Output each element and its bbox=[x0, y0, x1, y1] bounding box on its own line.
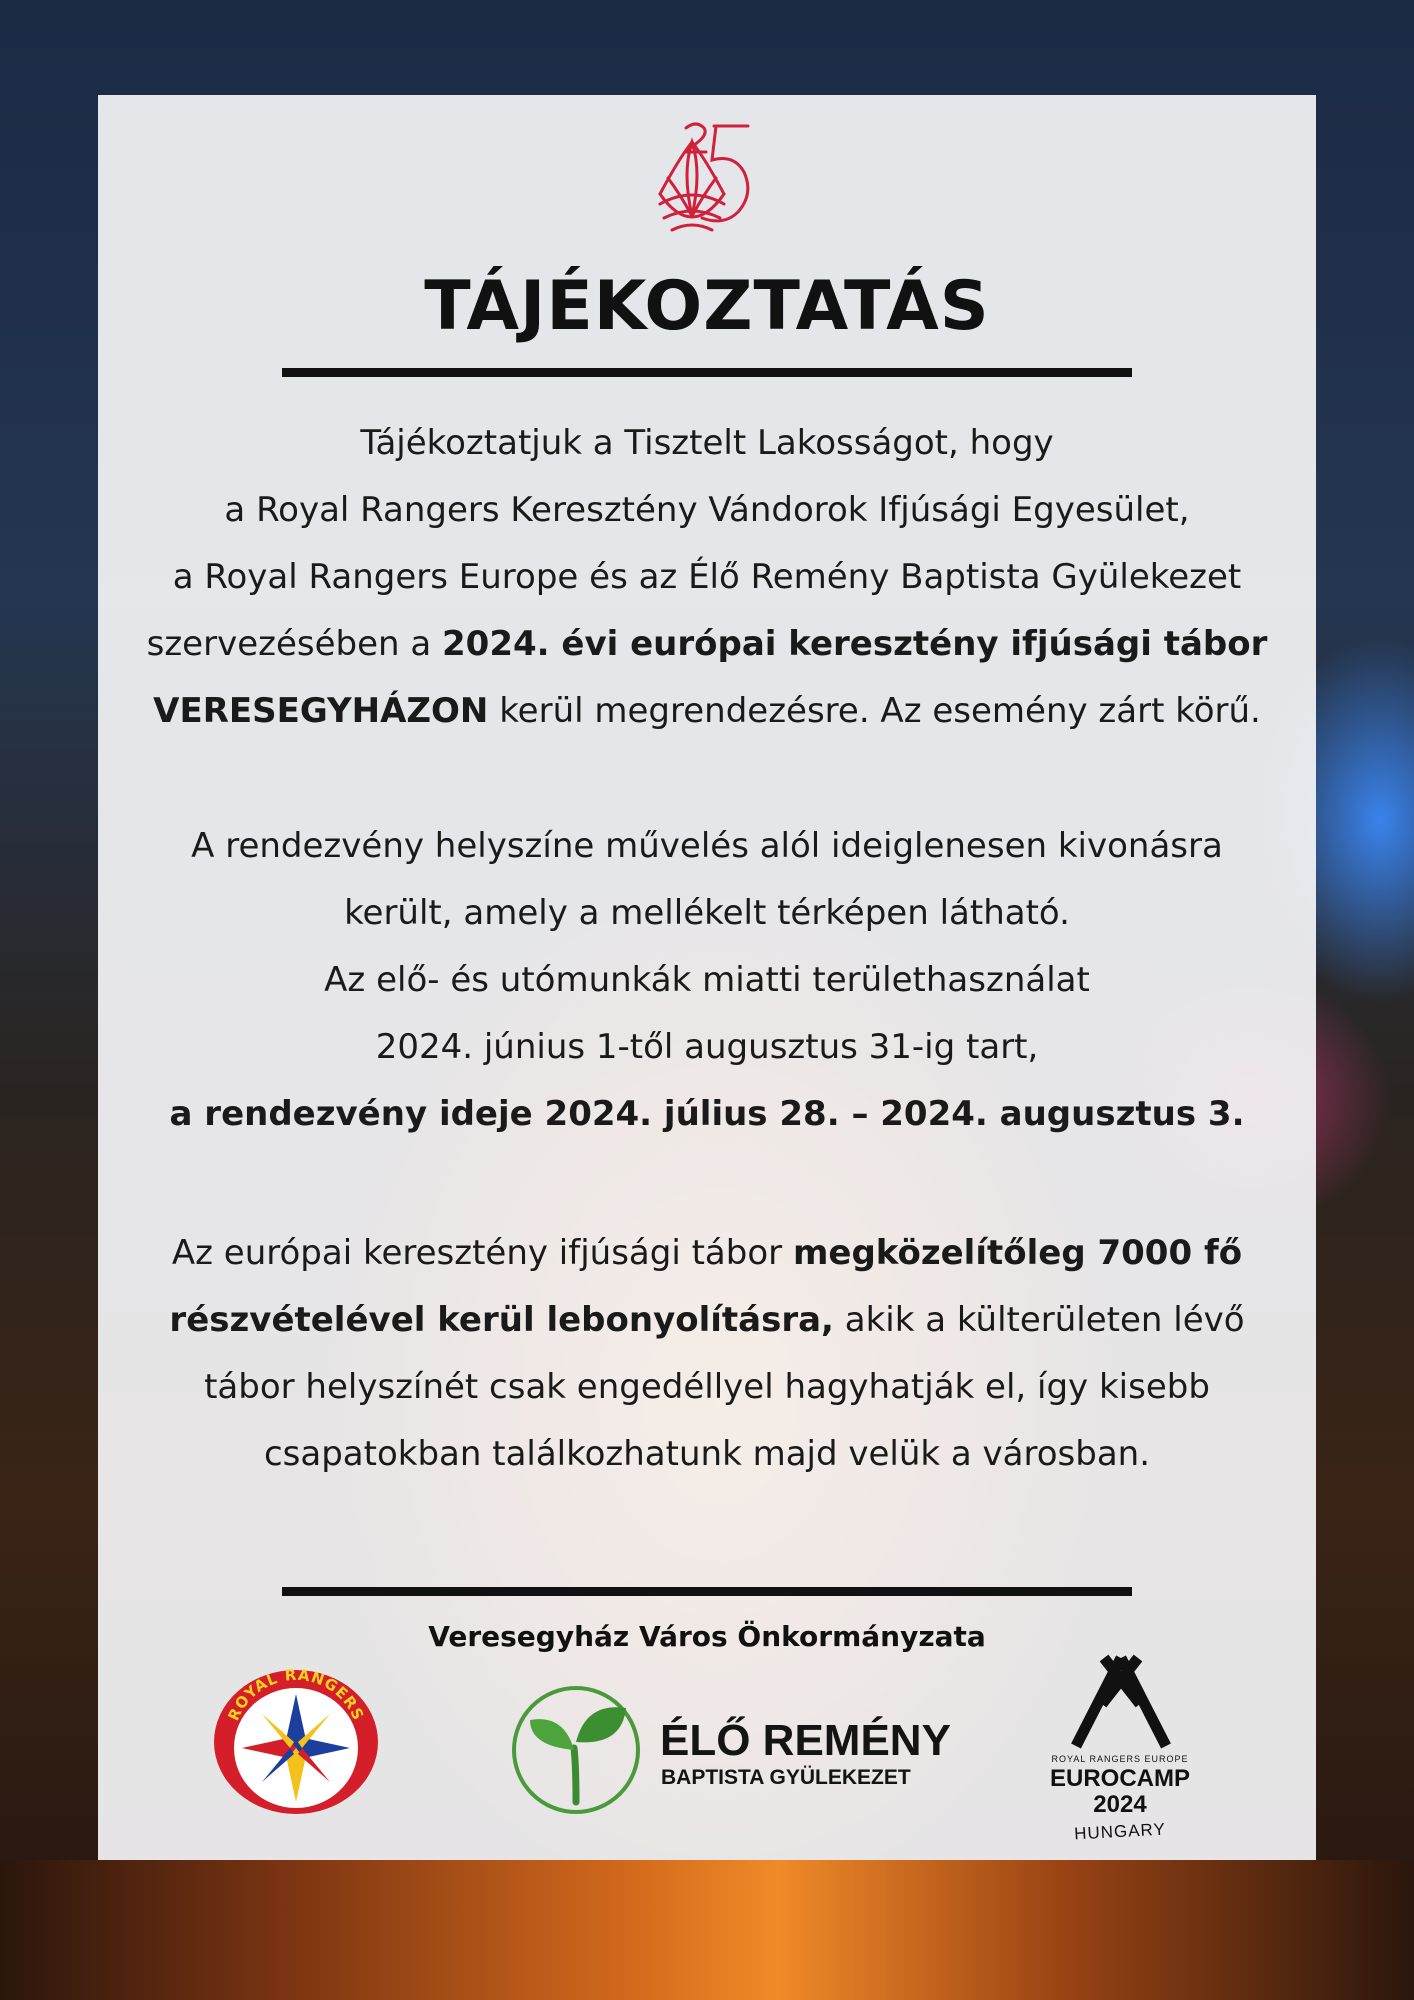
text-segment: Az európai keresztény ifjúsági tábor bbox=[171, 1233, 793, 1273]
bold-text-segment: 2024. évi európai keresztény ifjúsági tábor bbox=[442, 624, 1268, 664]
elo-remeny-leaf-icon bbox=[510, 1684, 642, 1816]
text-segment: került, amely a mellékelt térképen látható. bbox=[344, 893, 1070, 933]
text-line bbox=[120, 947, 1294, 1014]
text-line bbox=[120, 1287, 1294, 1354]
eurocamp-year: 2024 bbox=[1093, 1791, 1147, 1818]
svg-text:ROYAL RANGERS: ROYAL RANGERS bbox=[224, 1668, 368, 1724]
footer-divider bbox=[282, 1587, 1132, 1596]
text-segment: a Royal Rangers Europe és az Élő Remény Baptista Gyülekezet bbox=[172, 557, 1242, 597]
elo-remeny-subtitle: BAPTISTA GYÜLEKEZET bbox=[661, 1766, 911, 1789]
bold-text-segment: részvételével kerül lebonyolításra, bbox=[169, 1300, 834, 1340]
text-segment: kerül megrendezésre. Az esemény zárt körű. bbox=[488, 691, 1261, 731]
text-segment: A rendezvény helyszíne művelés alól ideiglenesen kivonásra bbox=[191, 826, 1223, 866]
background-fire bbox=[0, 1860, 1414, 2000]
bold-text-segment: megközelítőleg 7000 fő bbox=[792, 1233, 1243, 1273]
text-segment: 2024. június 1-től augusztus 31-ig tart, bbox=[375, 1027, 1039, 1067]
elo-remeny-title: ÉLŐ REMÉNY bbox=[660, 1716, 951, 1765]
text-line bbox=[120, 477, 1294, 544]
organizer-name: Veresegyház Város Önkormányzata bbox=[428, 1620, 986, 1653]
paragraph-organizers bbox=[120, 410, 1294, 745]
text-line bbox=[120, 880, 1294, 947]
title-divider bbox=[282, 368, 1132, 377]
paragraph-participants bbox=[120, 1220, 1294, 1488]
bold-text-segment: VERESEGYHÁZON bbox=[153, 691, 489, 731]
text-segment: Tájékoztatjuk a Tisztelt Lakosságot, hogy bbox=[360, 423, 1054, 463]
text-line bbox=[120, 611, 1294, 678]
text-line bbox=[120, 678, 1294, 745]
anniversary-25-emblem bbox=[650, 118, 764, 248]
page-title: TÁJÉKOZTATÁS bbox=[424, 267, 990, 346]
text-line bbox=[120, 813, 1294, 880]
text-segment: akik a külterületen lévő bbox=[833, 1300, 1245, 1340]
text-segment: Az elő- és utómunkák miatti területhasználat bbox=[324, 960, 1090, 1000]
text-segment: csapatokban találkozhatunk majd velük a városban. bbox=[263, 1434, 1151, 1474]
eurocamp-tent-icon bbox=[1068, 1654, 1174, 1750]
eurocamp-name: EUROCAMP bbox=[1049, 1765, 1190, 1792]
text-line bbox=[120, 410, 1294, 477]
text-line bbox=[120, 1220, 1294, 1287]
royal-rangers-logo bbox=[212, 1668, 380, 1816]
paragraph-venue-dates bbox=[120, 813, 1294, 1148]
text-line bbox=[120, 1014, 1294, 1081]
text-line bbox=[120, 1081, 1294, 1148]
text-line bbox=[120, 1354, 1294, 1421]
eurocamp-small-label: ROYAL RANGERS EUROPE bbox=[1051, 1754, 1189, 1764]
text-line bbox=[120, 1421, 1294, 1488]
text-segment: szervezésében a bbox=[146, 624, 443, 664]
bold-text-segment: a rendezvény ideje 2024. július 28. – 2024. augusztus 3. bbox=[169, 1094, 1245, 1134]
text-segment: tábor helyszínét csak engedéllyel hagyhatják el, így kisebb bbox=[204, 1367, 1210, 1407]
text-line bbox=[120, 544, 1294, 611]
eurocamp-country: HUNGARY bbox=[1073, 1819, 1167, 1844]
text-segment: a Royal Rangers Keresztény Vándorok Ifjúsági Egyesület, bbox=[224, 490, 1190, 530]
